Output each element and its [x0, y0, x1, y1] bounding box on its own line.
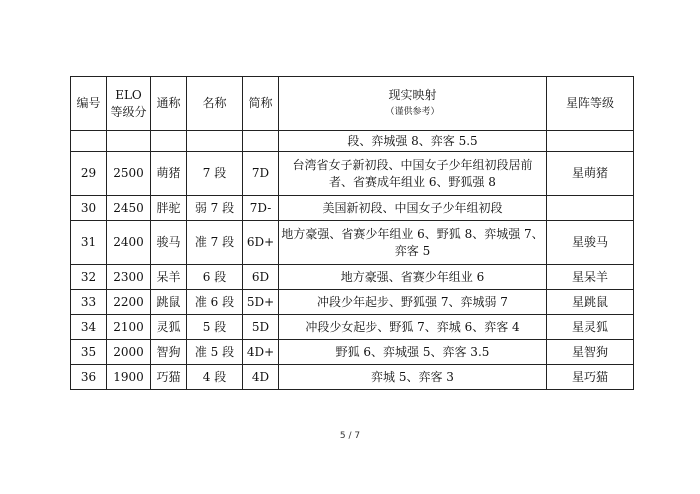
- cell-star-level: 星呆羊: [547, 265, 634, 290]
- cell-elo: 1900: [107, 365, 151, 390]
- cell-star-level: 星跳鼠: [547, 290, 634, 315]
- cell-empty: [243, 131, 279, 152]
- page-number: 5 / 7: [339, 431, 361, 441]
- cell-mapping-line1: 台湾省女子新初段、中国女子少年组初段居前: [292, 157, 533, 172]
- cell-mapping: [279, 196, 547, 221]
- table-header-row: [71, 77, 634, 131]
- cell-common-name: 骏马: [151, 221, 187, 265]
- header-elo-line1: ELO: [115, 87, 142, 102]
- cell-mapping: [279, 221, 547, 265]
- cell-name: 准 7 段: [187, 221, 243, 265]
- table-body: [71, 131, 634, 390]
- header-common-name: 通称: [151, 77, 187, 131]
- cell-mapping-line2: 者、省赛成年组业 6、野狐强 8: [329, 174, 496, 189]
- cell-mapping-line1: 美国新初段、中国女子少年组初段: [322, 200, 503, 215]
- cell-mapping-line1: 野狐 6、弈城强 5、弈客 3.5: [335, 344, 490, 359]
- cell-mapping-line1: 冲段少年起步、野狐强 7、弈城弱 7: [317, 294, 508, 309]
- table-row: [71, 152, 634, 196]
- cell-name: 准 6 段: [187, 290, 243, 315]
- cell-common-name: 跳鼠: [151, 290, 187, 315]
- cell-empty: [187, 131, 243, 152]
- cell-mapping: [279, 315, 547, 340]
- header-mapping: [279, 77, 547, 131]
- cell-star-level: 星灵狐: [547, 315, 634, 340]
- cell-mapping: [279, 340, 547, 365]
- cell-empty: [71, 131, 107, 152]
- cell-mapping: [279, 365, 547, 390]
- cell-abbr: 7D: [243, 152, 279, 196]
- header-elo-line2: 等级分: [110, 104, 147, 119]
- table-row: [71, 315, 634, 340]
- cell-abbr: 4D+: [243, 340, 279, 365]
- cell-id: 33: [71, 290, 107, 315]
- cell-empty: [107, 131, 151, 152]
- cell-elo: 2100: [107, 315, 151, 340]
- table-row: [71, 196, 634, 221]
- cell-id: 30: [71, 196, 107, 221]
- cell-elo: 2500: [107, 152, 151, 196]
- cell-abbr: 7D-: [243, 196, 279, 221]
- cell-abbr: 6D: [243, 265, 279, 290]
- cell-mapping-line2: 弈客 5: [394, 243, 431, 258]
- header-abbr: 简称: [243, 77, 279, 131]
- table-row: [71, 265, 634, 290]
- header-mapping-title: 现实映射: [388, 88, 437, 102]
- cell-abbr: 6D+: [243, 221, 279, 265]
- cell-name: 6 段: [187, 265, 243, 290]
- cell-name: 5 段: [187, 315, 243, 340]
- header-mapping-note: （谨供参考）: [385, 107, 440, 117]
- cell-elo: 2400: [107, 221, 151, 265]
- cell-elo: 2200: [107, 290, 151, 315]
- cell-mapping: [279, 152, 547, 196]
- cell-star-level: 星骏马: [547, 221, 634, 265]
- cell-empty: [151, 131, 187, 152]
- cell-elo: 2000: [107, 340, 151, 365]
- table-row-continuation: [71, 131, 634, 152]
- cell-star-level: [547, 196, 634, 221]
- cell-id: 32: [71, 265, 107, 290]
- table-row: [71, 221, 634, 265]
- cell-id: 35: [71, 340, 107, 365]
- header-name: 名称: [187, 77, 243, 131]
- cell-id: 36: [71, 365, 107, 390]
- cell-name: 7 段: [187, 152, 243, 196]
- cell-abbr: 4D: [243, 365, 279, 390]
- cell-id: 34: [71, 315, 107, 340]
- table-row: [71, 365, 634, 390]
- table-row: [71, 290, 634, 315]
- cell-mapping: [279, 290, 547, 315]
- cell-name: 4 段: [187, 365, 243, 390]
- cell-common-name: 智狗: [151, 340, 187, 365]
- header-star-level: 星阵等级: [547, 77, 634, 131]
- cell-mapping: [279, 265, 547, 290]
- cell-star-level: 星巧猫: [547, 365, 634, 390]
- cell-empty: [547, 131, 634, 152]
- header-elo: [107, 77, 151, 131]
- cell-mapping-line1: 冲段少女起步、野狐 7、弈城 6、弈客 4: [305, 319, 520, 334]
- cell-name: 弱 7 段: [187, 196, 243, 221]
- cell-star-level: 星萌猪: [547, 152, 634, 196]
- cell-mapping-line1: 地方豪强、省赛少年组业 6: [340, 269, 485, 284]
- cell-common-name: 呆羊: [151, 265, 187, 290]
- table-row: [71, 340, 634, 365]
- cell-star-level: 星智狗: [547, 340, 634, 365]
- cell-elo: 2300: [107, 265, 151, 290]
- cell-abbr: 5D+: [243, 290, 279, 315]
- cell-id: 31: [71, 221, 107, 265]
- cell-mapping-line1: 弈城 5、弈客 3: [371, 369, 454, 384]
- cell-elo: 2450: [107, 196, 151, 221]
- rank-table: [70, 76, 634, 390]
- cell-mapping-continuation: 段、弈城强 8、弈客 5.5: [279, 131, 547, 152]
- cell-common-name: 胖驼: [151, 196, 187, 221]
- cell-mapping-line1: 地方豪强、省赛少年组业 6、野狐 8、弈城强 7、: [281, 226, 544, 241]
- cell-common-name: 巧猫: [151, 365, 187, 390]
- cell-common-name: 灵狐: [151, 315, 187, 340]
- cell-abbr: 5D: [243, 315, 279, 340]
- cell-name: 准 5 段: [187, 340, 243, 365]
- header-id: 编号: [71, 77, 107, 131]
- cell-common-name: 萌猪: [151, 152, 187, 196]
- cell-id: 29: [71, 152, 107, 196]
